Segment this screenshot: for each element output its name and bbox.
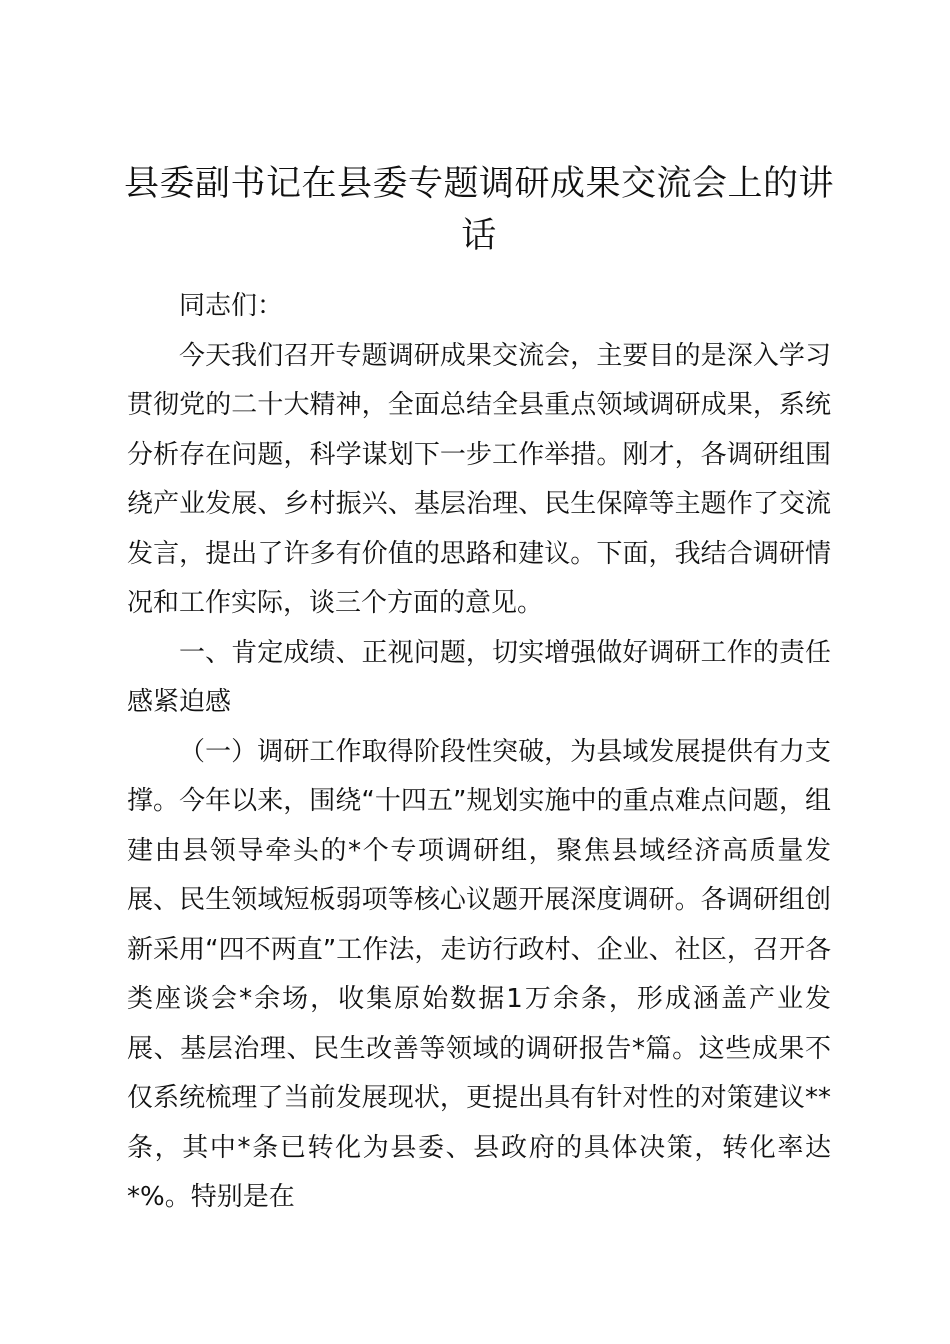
document-title: 县委副书记在县委专题调研成果交流会上的讲话: [123, 164, 834, 256]
section-heading-1: 一、肯定成绩、正视问题，切实增强做好调研工作的责任感紧迫感: [127, 637, 831, 717]
document-body: [127, 282, 831, 1223]
subsection-paragraph-1: （一）调研工作取得阶段性突破，为县域发展提供有力支撑。今年以来，围绕“十四五”规划实施中的重点难点问题，组建由县领导牵头的*个专项调研组，聚焦县域经济高质量发展、民生领域短板弱项等核心议题开展深度调研。各调研组创新采用“四不两直”工作法，走访行政村、企业、社区，召开各类座谈会*余场，收集原始数据1万余条，形成涵盖产业发展、基层治理、民生改善等领域的调研报告*篇。这些成果不仅系统梳理了当前发展现状，更提出具有针对性的对策建议**条，其中*条已转化为县委、县政府的具体决策，转化率达*%。特别是在: [127, 736, 831, 1212]
intro-paragraph: 今天我们召开专题调研成果交流会，主要目的是深入学习贯彻党的二十大精神，全面总结全县重点领域调研成果，系统分析存在问题，科学谋划下一步工作举措。刚才，各调研组围绕产业发展、乡村振兴、基层治理、民生保障等主题作了交流发言，提出了许多有价值的思路和建议。下面，我结合调研情况和工作实际，谈三个方面的意见。: [127, 340, 831, 618]
salutation: 同志们：: [179, 291, 284, 321]
